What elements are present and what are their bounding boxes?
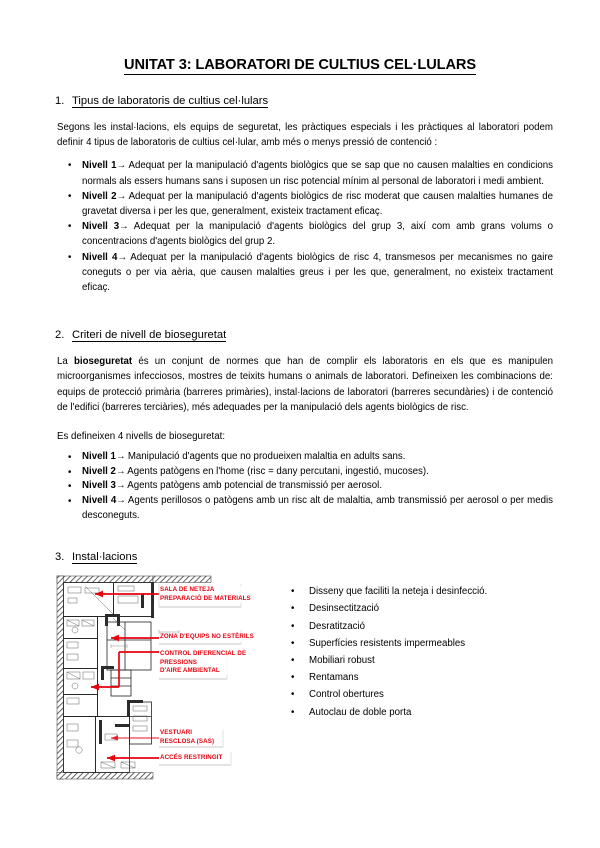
section-title-2: Criteri de nivell de bioseguretat — [72, 329, 227, 342]
floorplan-label-sala-neteja — [160, 586, 251, 603]
level-label: Nivell 4 — [82, 495, 117, 507]
arrow-icon: → — [116, 160, 126, 172]
biosafety-levels-list — [0, 450, 600, 523]
list-item — [0, 479, 600, 494]
section-title-3: Instal·lacions — [72, 551, 138, 564]
list-item: • Desinsectització — [289, 600, 600, 617]
list-item: • Autoclau de doble porta — [289, 704, 600, 721]
section-number-3: 3. — [55, 551, 65, 564]
arrow-icon: → — [115, 480, 126, 492]
lab-types-list — [0, 158, 600, 295]
arrow-icon: → — [115, 465, 126, 477]
bioseguretat-term: bioseguretat — [74, 356, 133, 368]
page-title — [0, 0, 600, 73]
section-number-2: 2. — [55, 329, 65, 342]
floorplan-label-line: VESTUARI — [160, 729, 193, 737]
floorplan-label-line: PREPARACIÓ DE MATERIALS — [160, 594, 251, 602]
level-description: Agents patògens amb potencial de transmissió per aerosol. — [127, 480, 383, 492]
level-description: Adequat per la manipulació d'agents biològics de risc 4, transmesos per mecanismes no gaire coneguts o per via aèria, que causen malalties greus i per les que, generalment, no existeix tractament eficaç. — [82, 251, 553, 294]
section-title-1: Tipus de laboratoris de cultius cel·lulars — [72, 95, 269, 107]
floorplan-label-line: RESCLOSA (SAS) — [160, 737, 215, 745]
section-heading-1 — [0, 95, 600, 108]
floorplan-column — [55, 574, 254, 781]
level-description: Adequat per la manipulació d'agents biològics de risc moderat que causen malalties humanes de gravetat diversa i per les que, generalment, existeix tractament eficaç. — [82, 190, 553, 218]
floorplan-label-acces-restringit — [160, 754, 222, 762]
floorplan-label-line: ACCÉS RESTRINGIT — [160, 754, 223, 762]
floorplan-label-zona-equips — [160, 633, 254, 641]
floorplan-label-line: D'AIRE AMBIENTAL — [160, 667, 220, 675]
level-description: Agents patògens en l'home (risc = dany percutani, ingestió, mucoses). — [127, 465, 429, 477]
laboratory-floorplan — [55, 574, 254, 781]
level-label: Nivell 4 — [82, 251, 118, 263]
section-2-lead-in: Es defineixen 4 nivells de bioseguretat: — [57, 431, 226, 443]
list-item — [0, 219, 600, 249]
level-description: Adequat per la manipulació d'agents biològics del grup 3, així com amb grans volums o concentracions d'agents biològics del grup 2. — [82, 221, 553, 248]
level-label: Nivell 1 — [82, 451, 116, 463]
list-item — [0, 465, 600, 480]
list-item — [0, 189, 600, 219]
level-label: Nivell 3 — [82, 480, 116, 492]
arrow-icon: → — [119, 221, 129, 233]
section-1-intro: Segons les instal·lacions, els equips de seguretat, les pràctiques especials i les pràctiques al laboratori podem definir 4 tipus de laboratoris de cultius cel·lular, amb més o menys pressió de contenció : — [57, 122, 553, 149]
floorplan-label-control-pressions — [160, 650, 246, 675]
floorplan-label-line: CONTROL DIFERENCIAL DE — [160, 650, 247, 658]
floorplan-label-line: ZONA D'EQUIPS NO ESTÈRILS — [160, 633, 254, 641]
list-item: • Rentamans — [289, 669, 600, 686]
page-title-text: UNITAT 3: LABORATORI DE CULTIUS CEL·LULARS — [124, 57, 476, 73]
installations-content — [0, 564, 600, 781]
list-item: • Desratització — [289, 618, 600, 635]
paragraph-pre: La — [57, 356, 74, 368]
arrow-icon: → — [116, 495, 126, 507]
requirements-column — [243, 574, 600, 721]
section-heading-3 — [0, 551, 600, 564]
arrow-icon: → — [116, 190, 126, 202]
section-heading-2 — [0, 329, 600, 342]
floorplan-label-line: SALA DE NETEJA — [160, 586, 215, 594]
section-2-paragraph — [0, 354, 600, 415]
list-item: • Disseny que faciliti la neteja i desinfecció. — [289, 583, 600, 600]
installation-requirements-list — [289, 583, 600, 721]
level-description: Adequat per la manipulació d'agents biològics que se sap que no causen malalties en condicions normals als essers humans sans i suposen un risc potencial mínim al personal de laboratori i medi ambient. — [82, 160, 553, 187]
list-item — [0, 450, 600, 465]
level-label: Nivell 2 — [82, 465, 116, 477]
arrow-icon: → — [117, 251, 127, 263]
level-description: Manipulació d'agents que no produeixen malaltia en adults sans. — [127, 451, 406, 463]
level-label: Nivell 2 — [82, 190, 117, 202]
list-item — [0, 494, 600, 523]
list-item: • Control obertures — [289, 686, 600, 703]
level-label: Nivell 3 — [82, 221, 120, 233]
list-item — [0, 250, 600, 296]
level-label: Nivell 1 — [82, 160, 117, 172]
list-item — [0, 158, 600, 188]
list-item: • Superfícies resistents impermeables — [289, 635, 600, 652]
list-item: • Mobiliari robust — [289, 652, 600, 669]
arrow-icon: → — [115, 451, 126, 463]
level-description: Agents perillosos o patògens amb un risc alt de malaltia, amb transmissió per aerosol o per medis desconeguts. — [82, 495, 553, 521]
paragraph-post: és un conjunt de normes que han de complir els laboratoris en els que es manipulen microorganismes infecciosos, mostres de teixits humans o animals de laboratori. Defineixen les combinacions de: equips de protecció primària (barreres primàries), instal·lacions de laboratori (barreres secundàries) i de contenció de l'edifici (barreres terciàries), més adequades per la manipulació dels agents biològics de risc. — [57, 356, 554, 413]
floorplan-label-line: PRESSIONS — [160, 658, 198, 666]
section-number-1: 1. — [55, 95, 65, 107]
floorplan-label-vestuari — [160, 729, 214, 746]
floorplan-drawing — [55, 574, 243, 781]
